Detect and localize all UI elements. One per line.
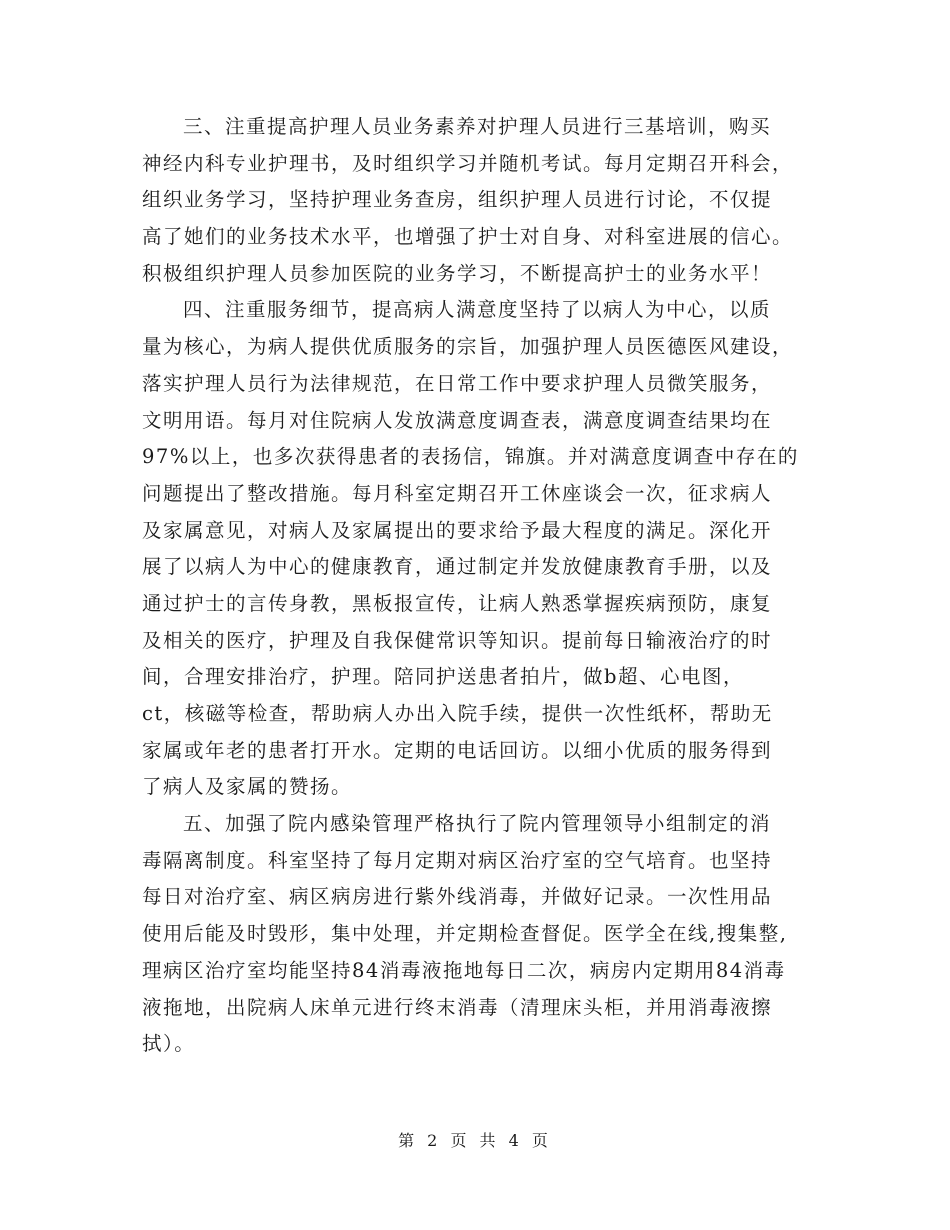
paragraph-line: 间，合理安排治疗，护理。陪同护送患者拍片，做b超、心电图， — [142, 665, 744, 689]
paragraph-line: 问题提出了整改措施。每月科室定期召开工休座谈会一次，征求病人 — [142, 481, 773, 505]
paragraph-line: 通过护士的言传身教，黑板报宣传，让病人熟悉掌握疾病预防，康复 — [142, 591, 773, 615]
paragraph-line: 每日对治疗室、病区病房进行紫外线消毒，并做好记录。一次性用品 — [142, 885, 773, 909]
paragraph-section-5 — [142, 806, 812, 1063]
paragraph-line: 三、注重提高护理人员业务素养对护理人员进行三基培训，购买 — [183, 115, 772, 138]
paragraph-line: 文明用语。每月对住院病人发放满意度调查表，满意度调查结果均在 — [142, 408, 773, 432]
paragraph-line: 家属或年老的患者打开水。定期的电话回访。以细小优质的服务得到 — [142, 738, 773, 762]
paragraph-line: 拭）。 — [142, 1032, 196, 1056]
paragraph-line: 及家属意见，对病人及家属提出的要求给予最大程度的满足。深化开 — [142, 518, 773, 542]
document-body — [142, 109, 812, 1063]
paragraph-line: 展了以病人为中心的健康教育，通过制定并发放健康教育手册，以及 — [142, 555, 773, 579]
paragraph-line: 神经内科专业护理书，及时组织学习并随机考试。每月定期召开科会， — [142, 151, 794, 175]
paragraph-line: ct，核磁等检查，帮助病人办出入院手续，提供一次性纸杯，帮助无 — [142, 702, 773, 725]
paragraph-line: 理病区治疗室均能坚持84消毒液拖地每日二次，病房内定期用84消毒 — [142, 958, 786, 982]
paragraph-line: 97%以上，也多次获得患者的表扬信，锦旗。并对满意度调查中存在的 — [142, 445, 799, 469]
paragraph-line: 落实护理人员行为法律规范，在日常工作中要求护理人员微笑服务， — [142, 371, 773, 395]
paragraph-section-4 — [142, 292, 812, 806]
paragraph-line: 四、注重服务细节，提高病人满意度坚持了以病人为中心，以质 — [183, 298, 772, 322]
paragraph-line: 及相关的医疗，护理及自我保健常识等知识。提前每日输液治疗的时 — [142, 628, 773, 652]
paragraph-line: 毒隔离制度。科室坚持了每月定期对病区治疗室的空气培育。也坚持 — [142, 848, 773, 872]
paragraph-line: 使用后能及时毁形，集中处理，并定期检查督促。医学全在线,搜集整, — [142, 922, 788, 946]
paragraph-line: 积极组织护理人员参加医院的业务学习，不断提高护士的业务水平！ — [142, 261, 773, 285]
paragraph-line: 量为核心，为病人提供优质服务的宗旨，加强护理人员医德医风建设， — [142, 335, 794, 359]
paragraph-line: 组织业务学习，坚持护理业务查房，组织护理人员进行讨论，不仅提 — [142, 188, 773, 212]
paragraph-section-3 — [142, 109, 812, 292]
paragraph-line: 了病人及家属的赞扬。 — [142, 775, 353, 799]
paragraph-line: 液拖地，出院病人床单元进行终末消毒（清理床头柜，并用消毒液擦 — [142, 995, 773, 1019]
paragraph-line: 五、加强了院内感染管理严格执行了院内管理领导小组制定的消 — [183, 812, 772, 836]
page-number-footer: 第 2 页 共 4 页 — [398, 1131, 552, 1150]
paragraph-line: 高了她们的业务技术水平，也增强了护士对自身、对科室进展的信心。 — [142, 225, 794, 249]
